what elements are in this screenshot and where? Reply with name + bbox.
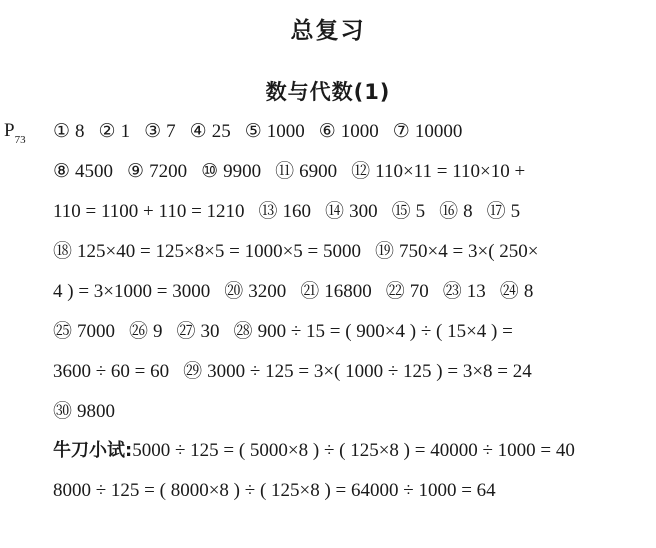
question-number: ㉗ [176,320,196,342]
question-number: ② [98,120,116,142]
section-subtitle: 数与代数(1) [265,80,391,104]
answer-text: 30 [200,321,220,342]
answer-item [183,361,532,382]
answer-item [177,321,220,342]
answer-item [319,121,379,142]
question-number: ⑨ [127,160,145,182]
answer-text: 9800 [77,401,116,422]
question-number: ① [53,120,71,142]
answer-item [53,201,245,222]
answer-item [144,121,176,142]
answer-text: 6900 [299,161,338,182]
question-number: ⑤ [244,120,262,142]
question-number: ⑬ [258,200,278,222]
answer-item [53,361,169,382]
answer-item [392,201,426,222]
answer-line-8 [53,399,115,424]
answer-item [201,161,261,182]
trial-line-1 [53,439,575,463]
question-number: ③ [144,120,162,142]
answer-text: 8 [523,281,534,302]
answer-item [53,401,115,422]
answer-text: 300 [349,201,378,222]
answer-text: 5 [510,201,521,222]
answer-text: 1000 [340,121,379,142]
answer-text: 160 [282,201,312,222]
trial-equation-2: 8000 ÷ 125 = ( 8000×8 ) ÷ ( 125×8 ) = 64000 ÷ 1000 = 64 [53,480,496,501]
page-title: 总复习 [290,18,366,44]
answer-text: 4 ) = 3×1000 = 3000 [53,281,211,302]
answer-text: 8 [75,121,85,142]
answer-line-5 [53,279,533,304]
question-number: ④ [189,120,207,142]
question-number: ㉔ [499,280,519,302]
answer-item [386,281,429,302]
answer-text: 13 [466,281,486,302]
question-number: ㉖ [129,320,149,342]
question-number: ㉒ [385,280,405,302]
page-number: 73 [14,133,26,146]
answer-text: 1 [120,121,131,142]
answer-text: 1000 [266,121,305,142]
answer-text: 7000 [77,321,116,342]
question-number: ⑰ [486,200,506,222]
answer-line-1 [53,119,462,144]
answer-text: 3000 ÷ 125 = 3×( 1000 ÷ 125 ) = 3×8 = 24 [207,361,532,382]
answer-text: 7 [166,121,176,142]
question-number: ㉓ [442,280,462,302]
answer-text: 16800 [324,281,372,302]
answer-text: 110×11 = 110×10 + [375,161,526,182]
answer-item [99,121,131,142]
answer-text: 750×4 = 3×( 250× [399,241,539,262]
answer-item [351,161,525,182]
trial-label: 牛刀小试: [53,440,133,461]
answer-line-3 [53,199,520,224]
answer-line-2 [53,159,525,184]
answer-item [53,281,210,302]
answer-text: 125×40 = 125×8×5 = 1000×5 = 5000 [77,241,362,262]
answer-text: 9900 [223,161,262,182]
question-number: ㉑ [300,280,320,302]
answer-item [443,281,486,302]
answer-item [53,241,361,262]
answer-item [190,121,231,142]
answer-text: 3600 ÷ 60 = 60 [53,361,170,382]
answer-text: 3200 [248,281,287,302]
question-number: ⑱ [53,240,73,262]
answer-item [224,281,286,302]
answer-item [487,201,521,222]
answer-text: 900 ÷ 15 = ( 900×4 ) ÷ ( 15×4 ) = [257,321,513,342]
answer-item [300,281,372,302]
question-number: ⑩ [201,160,219,182]
answer-item [53,121,85,142]
question-number: ⑦ [392,120,410,142]
answer-line-4 [53,239,539,264]
answer-text: 70 [409,281,429,302]
answer-text: 25 [211,121,231,142]
answer-item [234,321,513,342]
answer-text: 4500 [75,161,114,182]
answer-text: 7200 [149,161,188,182]
answer-item [53,161,113,182]
question-number: ⑧ [53,160,71,182]
answer-text: 110 = 1100 + 110 = 1210 [53,201,245,222]
trial-line-2 [53,479,496,503]
answer-item [53,321,115,342]
question-number: ⑯ [439,200,459,222]
answer-line-6 [53,319,513,344]
question-number: ⑪ [275,160,295,182]
question-number: ⑭ [325,200,345,222]
answer-item [393,121,463,142]
question-number: ⑲ [375,240,395,262]
page-prefix: P [4,120,15,141]
question-number: ⑮ [391,200,411,222]
answer-text: 8 [463,201,473,222]
answer-item [259,201,312,222]
answer-text: 10000 [414,121,463,142]
answer-item [375,241,538,262]
answer-item [245,121,305,142]
question-number: ㉕ [53,320,73,342]
answer-line-7 [53,359,532,384]
question-number: ㉚ [53,400,73,422]
answer-item [325,201,378,222]
question-number: ⑫ [351,160,371,182]
answer-item [275,161,337,182]
answer-item [129,321,163,342]
answer-text: 5 [415,201,426,222]
trial-equation-1: 5000 ÷ 125 = ( 5000×8 ) ÷ ( 125×8 ) = 40000 ÷ 1000 = 40 [132,440,575,461]
page-reference [4,120,26,144]
question-number: ㉘ [233,320,253,342]
answer-item [127,161,187,182]
answer-item [500,281,534,302]
answer-text: 9 [153,321,163,342]
question-number: ㉙ [183,360,203,382]
question-number: ⑳ [224,280,244,302]
answer-item [439,201,473,222]
question-number: ⑥ [318,120,336,142]
